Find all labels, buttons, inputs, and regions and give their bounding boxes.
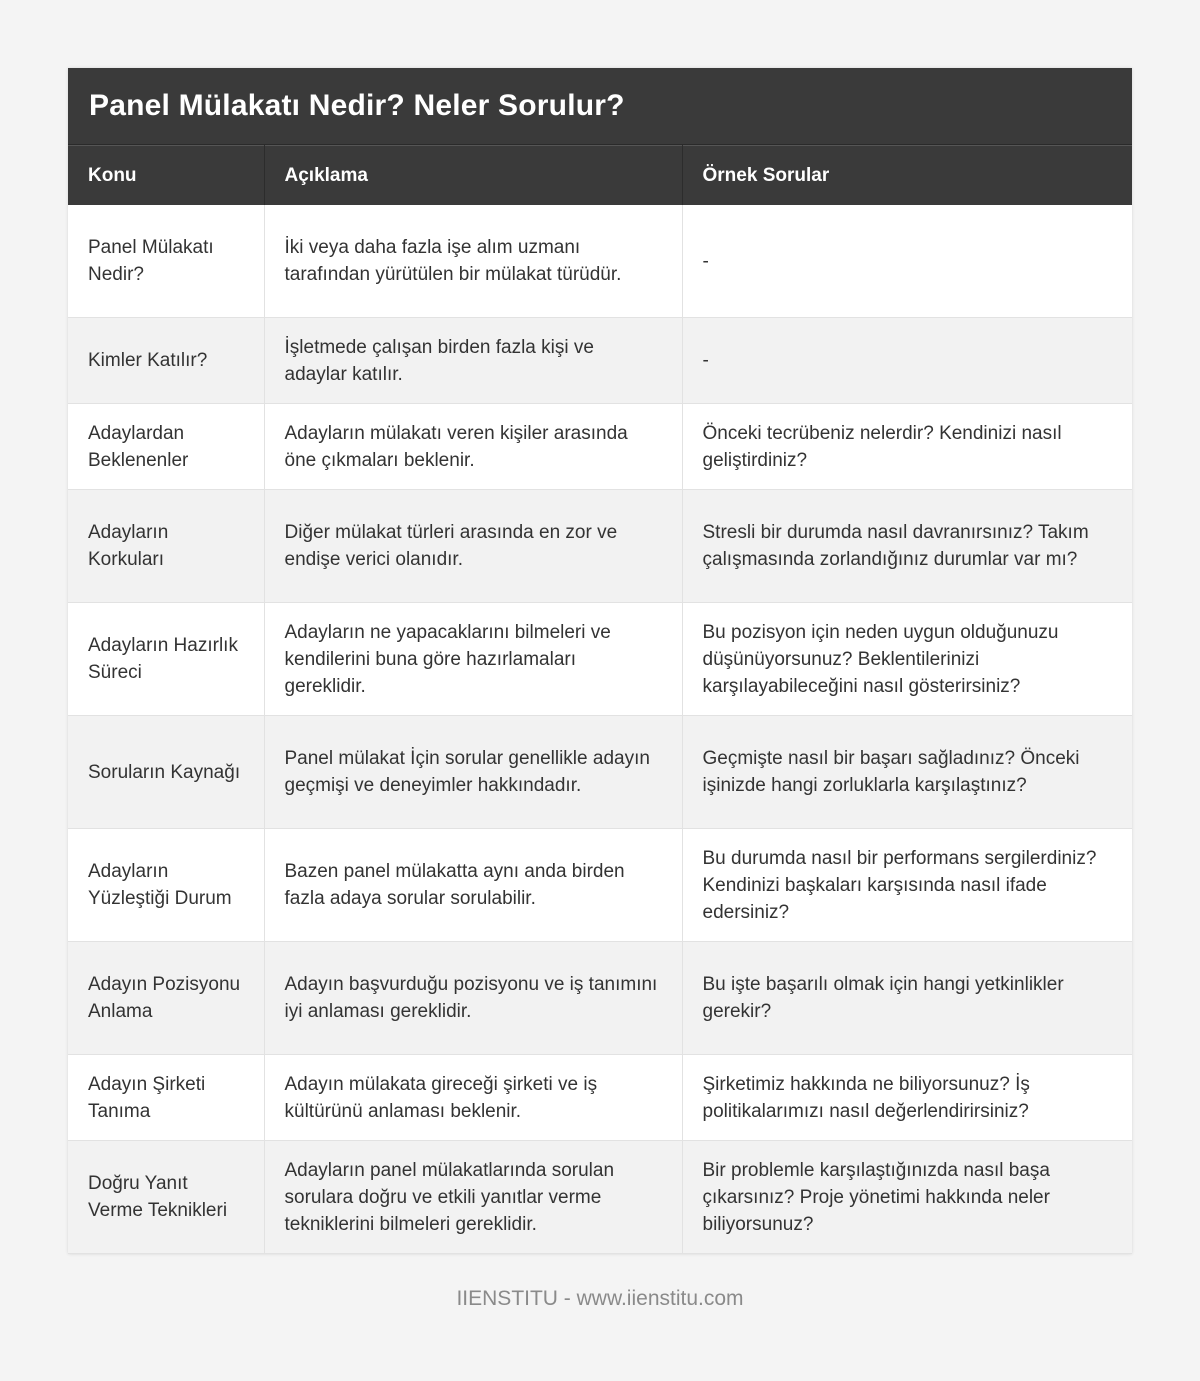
cell-questions: Önceki tecrübeniz nelerdir? Kendinizi nasıl geliştirdiniz? (682, 404, 1132, 490)
column-header-questions: Örnek Sorular (682, 146, 1132, 206)
table-row (68, 1141, 1132, 1254)
cell-description: İşletmede çalışan birden fazla kişi ve adaylar katılır. (264, 318, 682, 404)
column-header-description: Açıklama (264, 146, 682, 206)
cell-description: Adayların mülakatı veren kişiler arasında öne çıkmaları beklenir. (264, 404, 682, 490)
cell-topic: Adayın Pozisyonu Anlama (68, 942, 264, 1055)
cell-description: Adayların panel mülakatlarında sorulan sorulara doğru ve etkili yanıtlar verme tekniklerini bilmeleri gereklidir. (264, 1141, 682, 1254)
footer-credit: IIENSTITU - www.iienstitu.com (456, 1287, 744, 1310)
cell-topic: Adayların Yüzleştiği Durum (68, 829, 264, 942)
cell-description: Panel mülakat İçin sorular genellikle adayın geçmişi ve deneyimler hakkındadır. (264, 716, 682, 829)
cell-description: Adayın mülakata gireceği şirketi ve iş kültürünü anlaması beklenir. (264, 1055, 682, 1141)
cell-description: Diğer mülakat türleri arasında en zor ve endişe verici olanıdır. (264, 490, 682, 603)
table-row (68, 490, 1132, 603)
cell-topic: Doğru Yanıt Verme Teknikleri (68, 1141, 264, 1254)
cell-topic: Adayların Hazırlık Süreci (68, 603, 264, 716)
cell-questions: - (682, 318, 1132, 404)
table-header-row (68, 146, 1132, 206)
column-header-topic: Konu (68, 146, 264, 206)
table-row (68, 716, 1132, 829)
cell-topic: Adaylardan Beklenenler (68, 404, 264, 490)
info-table (68, 145, 1132, 1254)
content-card (68, 68, 1132, 1254)
table-row (68, 1055, 1132, 1141)
page-title: Panel Mülakatı Nedir? Neler Sorulur? (68, 68, 1132, 145)
table-row (68, 205, 1132, 318)
cell-topic: Adayın Şirketi Tanıma (68, 1055, 264, 1141)
cell-topic: Kimler Katılır? (68, 318, 264, 404)
cell-questions: Bir problemle karşılaştığınızda nasıl başa çıkarsınız? Proje yönetimi hakkında neler biliyorsunuz? (682, 1141, 1132, 1254)
cell-questions: Şirketimiz hakkında ne biliyorsunuz? İş politikalarımızı nasıl değerlendirirsiniz? (682, 1055, 1132, 1141)
cell-description: Adayın başvurduğu pozisyonu ve iş tanımını iyi anlaması gereklidir. (264, 942, 682, 1055)
table-row (68, 318, 1132, 404)
cell-questions: Stresli bir durumda nasıl davranırsınız? Takım çalışmasında zorlandığınız durumlar var mı? (682, 490, 1132, 603)
cell-description: Adayların ne yapacaklarını bilmeleri ve kendilerini buna göre hazırlamaları gereklidir. (264, 603, 682, 716)
cell-description: İki veya daha fazla işe alım uzmanı tarafından yürütülen bir mülakat türüdür. (264, 205, 682, 318)
cell-questions: Geçmişte nasıl bir başarı sağladınız? Önceki işinizde hangi zorluklarla karşılaştınız? (682, 716, 1132, 829)
cell-description: Bazen panel mülakatta aynı anda birden fazla adaya sorular sorulabilir. (264, 829, 682, 942)
table-row (68, 942, 1132, 1055)
cell-questions: Bu pozisyon için neden uygun olduğunuzu düşünüyorsunuz? Beklentilerinizi karşılayabileceğini nasıl gösterirsiniz? (682, 603, 1132, 716)
cell-topic: Soruların Kaynağı (68, 716, 264, 829)
cell-questions: Bu durumda nasıl bir performans sergilerdiniz? Kendinizi başkaları karşısında nasıl ifade edersiniz? (682, 829, 1132, 942)
table-row (68, 404, 1132, 490)
table-row (68, 829, 1132, 942)
table-row (68, 603, 1132, 716)
cell-topic: Adayların Korkuları (68, 490, 264, 603)
cell-questions: Bu işte başarılı olmak için hangi yetkinlikler gerekir? (682, 942, 1132, 1055)
cell-topic: Panel Mülakatı Nedir? (68, 205, 264, 318)
cell-questions: - (682, 205, 1132, 318)
